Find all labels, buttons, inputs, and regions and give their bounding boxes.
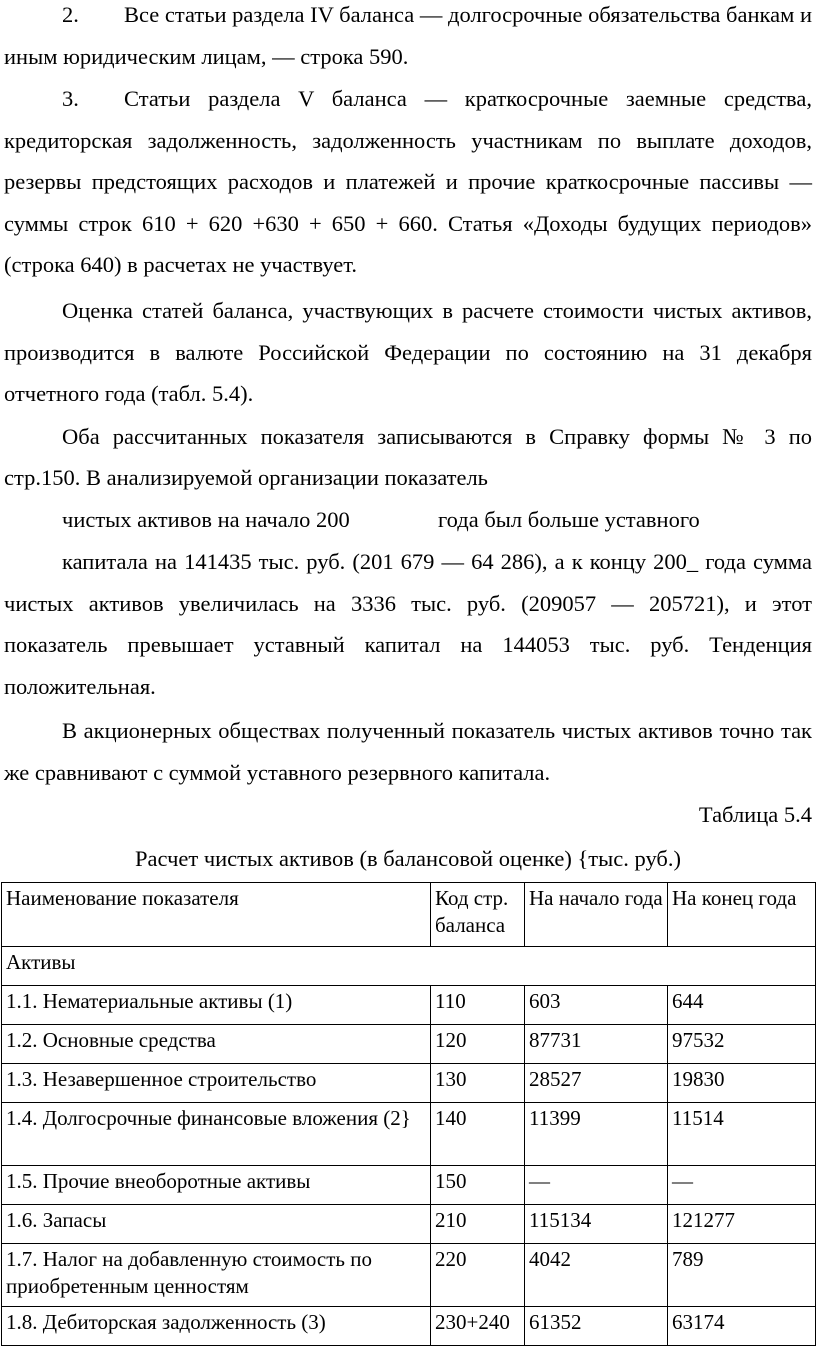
cell-code: 210: [431, 1205, 525, 1244]
table-row: [2, 1205, 816, 1244]
cell-end: 789: [668, 1244, 816, 1307]
table-row: [2, 1166, 816, 1205]
cell-end: —: [668, 1166, 816, 1205]
cell-start: 28527: [525, 1064, 668, 1103]
table-caption: Таблица 5.4: [698, 802, 812, 827]
paragraph-reference-line2: стр.150. В анализируемой организации показатель: [4, 465, 488, 490]
table-section-row: [2, 947, 816, 986]
section-assets: Активы: [2, 947, 816, 986]
header-end: На конец года: [668, 883, 816, 947]
table-row: [2, 986, 816, 1025]
cell-start: 11399: [525, 1103, 668, 1166]
cell-start: 87731: [525, 1025, 668, 1064]
cell-name: 1.3. Незавершенное строительство: [2, 1064, 431, 1103]
table-header-row: [2, 883, 816, 947]
cell-end: 11514: [668, 1103, 816, 1166]
paragraph-item-2: [4, 0, 812, 77]
cell-start: 61352: [525, 1307, 668, 1346]
table-row: [2, 1244, 816, 1307]
cell-end: 19830: [668, 1064, 816, 1103]
cell-end: 97532: [668, 1025, 816, 1064]
list-number: 3.: [62, 86, 79, 111]
paragraph-reference-line3a: чистых активов на начало 200: [62, 507, 350, 532]
paragraph-joint-stock: В акционерных обществах полученный показатель чистых активов точно так же сравнивают с суммой уставного резервного капитала.: [4, 718, 812, 785]
cell-code: 110: [431, 986, 525, 1025]
cell-start: —: [525, 1166, 668, 1205]
paragraph-reference-line1: Оба рассчитанных показателя записываются в Справку формы № 3 по: [62, 424, 812, 449]
cell-code: 150: [431, 1166, 525, 1205]
cell-start: 4042: [525, 1244, 668, 1307]
table-row: [2, 1307, 816, 1346]
paragraph-valuation: Оценка статей баланса, участвующих в расчете стоимости чистых активов, производится в валюте Российской Федерации по состоянию на 31 декабря отчетного года (табл. 5.4).: [4, 298, 812, 406]
table-row: [2, 1103, 816, 1166]
cell-name: 1.6. Запасы: [2, 1205, 431, 1244]
cell-name: 1.1. Нематериальные активы (1): [2, 986, 431, 1025]
cell-name: 1.7. Налог на добавленную стоимость по приобретенным ценностям: [2, 1244, 431, 1307]
cell-start: 115134: [525, 1205, 668, 1244]
paragraph-text: Статьи раздела V баланса — краткосрочные заемные средства, кредиторская задолженность, задолженность участникам по выплате доходов, резервы предстоящих расходов и платежей и прочие краткосрочные пассивы — суммы строк 610 + 620 +630 + 650 + 660. Статья «Доходы будущих периодов» (строка 640) в расчетах не участвует.: [4, 86, 812, 277]
cell-code: 130: [431, 1064, 525, 1103]
cell-name: 1.8. Дебиторская задолженность (3): [2, 1307, 431, 1346]
header-code: Код стр. баланса: [431, 883, 525, 947]
paragraph-text: Все статьи раздела IV баланса — долгосрочные обязательства банкам и иным юридическим лицам, — строка 590.: [4, 2, 812, 69]
paragraph-item-3: [4, 78, 812, 286]
cell-name: 1.4. Долгосрочные финансовые вложения (2}: [2, 1103, 431, 1166]
paragraph-net-assets: капитала на 141435 тыс. руб. (201 679 — 64 286), а к концу 200_ года сумма чистых активов увеличилась на 3336 тыс. руб. (209057 — 205721), и этот показатель превышает уставный капитал на 144053 тыс. руб. Тенденция положительная.: [4, 549, 812, 699]
list-number: 2.: [62, 2, 79, 27]
cell-start: 603: [525, 986, 668, 1025]
table-row: [2, 1064, 816, 1103]
header-name: Наименование показателя: [2, 883, 431, 947]
cell-code: 220: [431, 1244, 525, 1307]
cell-end: 63174: [668, 1307, 816, 1346]
cell-name: 1.5. Прочие внеоборотные активы: [2, 1166, 431, 1205]
table-title: Расчет чистых активов (в балансовой оценке) {тыс. руб.): [135, 846, 681, 871]
cell-end: 644: [668, 986, 816, 1025]
net-assets-table: [1, 882, 816, 1346]
paragraph-reference-line3b: года был больше уставного: [438, 507, 700, 532]
cell-code: 230+240: [431, 1307, 525, 1346]
header-start: На начало года: [525, 883, 668, 947]
cell-code: 120: [431, 1025, 525, 1064]
cell-end: 121277: [668, 1205, 816, 1244]
cell-name: 1.2. Основные средства: [2, 1025, 431, 1064]
table-row: [2, 1025, 816, 1064]
cell-code: 140: [431, 1103, 525, 1166]
